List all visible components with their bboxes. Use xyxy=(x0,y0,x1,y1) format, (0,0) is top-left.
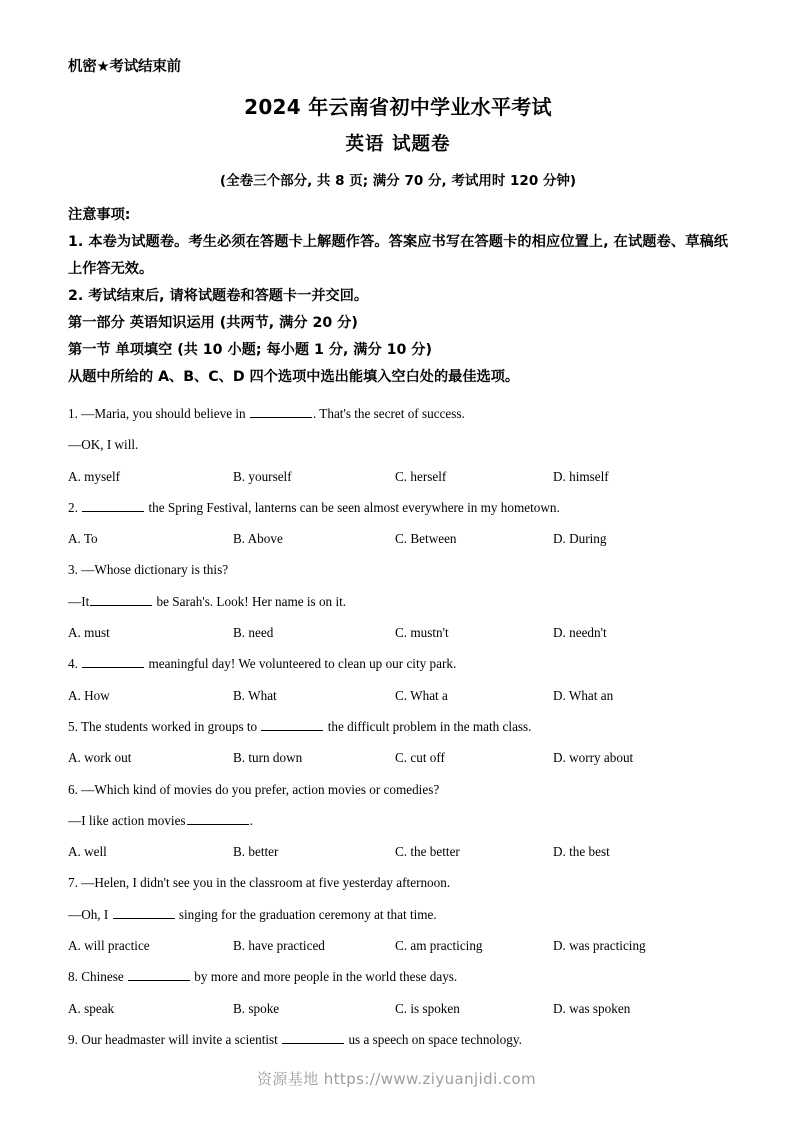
option-a[interactable]: A. To xyxy=(68,531,98,547)
question-text-after: singing for the graduation ceremony at that time. xyxy=(175,906,437,922)
option-a[interactable]: A. must xyxy=(68,625,110,641)
question-text-after: be Sarah's. Look! Her name is on it. xyxy=(153,593,347,609)
option-c[interactable]: C. cut off xyxy=(395,750,445,766)
option-d[interactable]: D. During xyxy=(553,531,607,547)
option-a[interactable]: A. How xyxy=(68,687,110,703)
paper-meta: (全卷三个部分, 共 8 页; 满分 70 分, 考试用时 120 分钟) xyxy=(219,173,577,189)
option-d[interactable]: D. was spoken xyxy=(553,1000,631,1016)
option-d[interactable]: D. himself xyxy=(553,468,609,484)
question-text-line xyxy=(68,774,728,805)
question-text-before: 9. Our headmaster will invite a scientist xyxy=(68,1031,282,1047)
question-text-line xyxy=(68,398,728,429)
question-text-after: . That's the secret of success. xyxy=(312,406,465,421)
answer-blank[interactable] xyxy=(187,812,249,825)
question-text-after: meaningful day! We volunteered to clean up our city park. xyxy=(145,656,457,672)
question-text-line xyxy=(68,899,728,930)
notice-heading: 注意事项: xyxy=(68,207,131,223)
question-item xyxy=(68,711,728,774)
option-d[interactable]: D. What an xyxy=(553,687,614,703)
question-text-before: —I like action movies xyxy=(68,812,186,828)
answer-blank[interactable] xyxy=(82,499,144,512)
option-row xyxy=(68,523,728,554)
option-c[interactable]: C. herself xyxy=(395,468,447,484)
option-b[interactable]: B. turn down xyxy=(233,750,303,766)
question-text-line xyxy=(68,711,728,742)
option-d[interactable]: D. was practicing xyxy=(553,938,646,954)
option-row xyxy=(68,993,728,1024)
option-d[interactable]: D. worry about xyxy=(553,750,634,766)
question-text-before: 3. —Whose dictionary is this? xyxy=(68,562,229,578)
question-item xyxy=(68,867,728,961)
option-a[interactable]: A. work out xyxy=(68,750,132,766)
subject-title: 英语 试题卷 xyxy=(345,134,451,155)
option-row xyxy=(68,742,728,773)
option-c[interactable]: C. mustn't xyxy=(395,625,449,641)
question-text-before: 4. xyxy=(68,656,82,672)
question-text-line xyxy=(68,492,728,523)
question-text-line xyxy=(68,429,728,460)
answer-blank[interactable] xyxy=(128,968,190,981)
option-b[interactable]: B. Above xyxy=(233,531,283,547)
question-item xyxy=(68,554,728,648)
question-item xyxy=(68,961,728,1024)
option-c[interactable]: C. Between xyxy=(395,531,457,547)
option-b[interactable]: B. have practiced xyxy=(233,938,325,954)
page-title: 2024 年云南省初中学业水平考试 xyxy=(244,95,552,119)
section-one-heading: 第一节 单项填空 (共 10 小题; 每小题 1 分, 满分 10 分) xyxy=(68,342,432,358)
question-text-before: —OK, I will. xyxy=(68,437,139,453)
question-text-before: 8. Chinese xyxy=(68,969,127,985)
option-row xyxy=(68,930,728,961)
question-text-before: 7. —Helen, I didn't see you in the classroom at five yesterday afternoon. xyxy=(68,875,451,891)
question-list xyxy=(68,398,728,1055)
option-row xyxy=(68,836,728,867)
question-text-after: . xyxy=(249,812,253,828)
section-instruction: 从题中所给的 A、B、C、D 四个选项中选出能填入空白处的最佳选项。 xyxy=(68,369,520,385)
option-c[interactable]: C. the better xyxy=(395,844,460,860)
page-content xyxy=(68,56,728,1055)
option-a[interactable]: A. well xyxy=(68,844,107,860)
notice-item-2: 2. 考试结束后, 请将试题卷和答题卡一并交回。 xyxy=(68,288,369,304)
question-text-after: us a speech on space technology. xyxy=(345,1031,522,1047)
option-b[interactable]: B. What xyxy=(233,687,277,703)
question-text-before: 2. xyxy=(68,499,82,515)
question-item xyxy=(68,398,728,492)
question-item xyxy=(68,648,728,711)
option-b[interactable]: B. spoke xyxy=(233,1000,280,1016)
question-text-line xyxy=(68,867,728,898)
option-b[interactable]: B. need xyxy=(233,625,274,641)
option-row xyxy=(68,617,728,648)
option-d[interactable]: D. needn't xyxy=(553,625,607,641)
question-text-before: —Oh, I xyxy=(68,906,112,922)
option-c[interactable]: C. am practicing xyxy=(395,938,483,954)
question-item xyxy=(68,1024,728,1055)
question-text-line xyxy=(68,648,728,679)
answer-blank[interactable] xyxy=(90,593,152,606)
question-item xyxy=(68,492,728,555)
question-text-before: 1. —Maria, you should believe in xyxy=(68,406,249,421)
question-text-after: the Spring Festival, lanterns can be seen almost everywhere in my hometown. xyxy=(145,499,560,515)
option-row xyxy=(68,461,728,492)
option-c[interactable]: C. What a xyxy=(395,687,448,703)
question-text-line xyxy=(68,961,728,992)
option-a[interactable]: A. will practice xyxy=(68,938,150,954)
watermark: 资源基地 https://www.ziyuanjidi.com xyxy=(256,1070,537,1088)
option-a[interactable]: A. myself xyxy=(68,468,121,484)
answer-blank[interactable] xyxy=(261,718,323,731)
question-item xyxy=(68,774,728,868)
question-text-before: 6. —Which kind of movies do you prefer, action movies or comedies? xyxy=(68,781,440,797)
question-text-after: by more and more people in the world these days. xyxy=(190,969,458,985)
question-text-line xyxy=(68,554,728,585)
question-text-line xyxy=(68,805,728,836)
option-a[interactable]: A. speak xyxy=(68,1000,115,1016)
question-text-line xyxy=(68,586,728,617)
answer-blank[interactable] xyxy=(282,1031,344,1044)
answer-blank[interactable] xyxy=(113,906,175,919)
question-text-before: 5. The students worked in groups to xyxy=(68,718,261,734)
option-b[interactable]: B. yourself xyxy=(233,468,292,484)
question-text-line xyxy=(68,1024,728,1055)
question-text-before: —It xyxy=(68,593,90,609)
option-d[interactable]: D. the best xyxy=(553,844,610,860)
section-part-one: 第一部分 英语知识运用 (共两节, 满分 20 分) xyxy=(68,315,358,331)
option-c[interactable]: C. is spoken xyxy=(395,1000,460,1016)
confidential-notice: 机密★考试结束前 xyxy=(68,59,181,75)
option-row xyxy=(68,680,728,711)
notice-item-1: 1. 本卷为试题卷。考生必须在答题卡上解题作答。答案应书写在答题卡的相应位置上, 在试题卷、草稿纸上作答无效。 xyxy=(68,234,728,277)
option-b[interactable]: B. better xyxy=(233,844,279,860)
answer-blank[interactable] xyxy=(82,655,144,668)
question-text-after: the difficult problem in the math class. xyxy=(324,718,532,734)
answer-blank[interactable] xyxy=(250,405,312,418)
